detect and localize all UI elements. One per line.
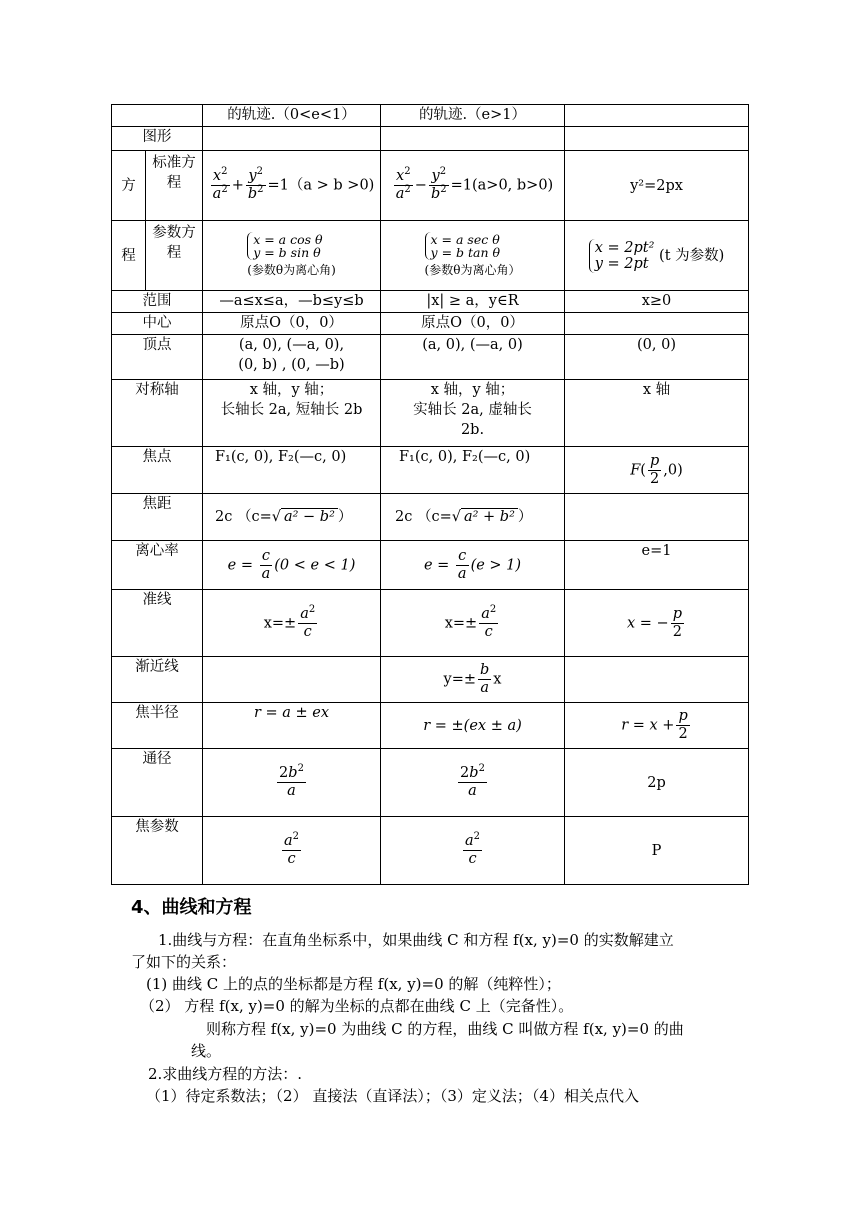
row-label-standard-equation: 标准方程	[146, 151, 203, 221]
conic-properties-table	[111, 104, 749, 885]
table-row	[112, 221, 749, 291]
definition-ellipse: 的轨迹.（0<e<1）	[203, 105, 381, 127]
focus-parabola: F( $\frac{p}{2}$ ,0)	[565, 447, 749, 494]
row-label-vertex: 顶点	[112, 335, 203, 380]
row-label-axis: 对称轴	[112, 380, 203, 447]
paragraph-methods-title: 2.求曲线方程的方法：.	[148, 1065, 303, 1083]
table-row: 顶点 (a, 0), (—a, 0), (0, b) , (0, —b) (a, 0), (—a, 0) (0, 0)	[112, 335, 749, 380]
paragraph-methods-list: （1）待定系数法；（2） 直接法（直译法）；（3）定义法；（4）相关点代入	[146, 1087, 639, 1105]
table-row: 对称轴 x 轴，y 轴； 长轴长 2a, 短轴长 2b x 轴，y 轴； 实轴长 2a, 虚轴长 2b. x 轴	[112, 380, 749, 447]
row-label-center: 中心	[112, 313, 203, 335]
row-label-focal-parameter: 焦参数	[112, 817, 203, 885]
table-row: 焦参数 $\frac{a^2}{c}$ $\frac{a^2}{c}$ P	[112, 817, 749, 885]
std-eq-parabola: y²=2px	[565, 151, 749, 221]
table-row: 渐近线 y=± $\frac{b}{a}$ x	[112, 657, 749, 703]
definition-hyperbola: 的轨迹.（e>1）	[381, 105, 565, 127]
list-item-completeness: （2） 方程 f(x, y)=0 的解为坐标的点都在曲线 C 上（完备性）。	[140, 997, 574, 1015]
table-row: 准线 x=± $\frac{a^2}{c}$ x=± $\frac{a^2}{c}$ x = − $\frac{p}{2}$	[112, 590, 749, 657]
table-row	[112, 127, 749, 151]
row-label-asymptote: 渐近线	[112, 657, 203, 703]
table-row: 通径 $\frac{2b^2}{a}$ $\frac{2b^2}{a}$ 2p	[112, 749, 749, 817]
table-row	[112, 105, 749, 127]
row-label-focal-distance: 焦距	[112, 494, 203, 541]
table-row: 范围 —a≤x≤a，—b≤y≤b |x| ≥ a，y∈R x≥0	[112, 291, 749, 313]
paragraph-conclusion-line1: 则称方程 f(x, y)=0 为曲线 C 的方程，曲线 C 叫做方程 f(x, y)=0 的曲	[206, 1020, 684, 1038]
table-row: 焦距 2c （c=√ a² − b² ） 2c （c=√ a² + b² ）	[112, 494, 749, 541]
row-label-eccentricity: 离心率	[112, 541, 203, 590]
paragraph-conclusion-line2: 线。	[191, 1042, 222, 1060]
std-eq-hyperbola: $\frac{x^2}{a^2}$ − $\frac{y^2}{b^2}$ =1(a>0, b>0)	[381, 151, 565, 221]
param-eq-parabola: x = 2pt² y = 2pt (t 为参数)	[565, 221, 749, 291]
row-label-latus-rectum: 通径	[112, 749, 203, 817]
row-label-directrix: 准线	[112, 590, 203, 657]
table-row	[112, 151, 749, 221]
row-group-equation-1: 方	[112, 151, 146, 221]
section-heading: 4、曲线和方程	[131, 897, 252, 918]
row-label-parametric-equation: 参数方程	[146, 221, 203, 291]
std-eq-ellipse: $\frac{x^2}{a^2}$ + $\frac{y^2}{b^2}$ =1（a > b >0)	[203, 151, 381, 221]
row-group-equation-2: 程	[112, 221, 146, 291]
row-label-range: 范围	[112, 291, 203, 313]
table-row: 焦半径 r = a ± ex r = ±(ex ± a) r = x + $\frac{p}{2}$	[112, 703, 749, 749]
paragraph-definition-line1: 1.曲线与方程：在直角坐标系中，如果曲线 C 和方程 f(x, y)=0 的实数解建立	[158, 931, 674, 949]
list-item-purity: (1) 曲线 C 上的点的坐标都是方程 f(x, y)=0 的解（纯粹性）；	[146, 975, 561, 993]
param-eq-hyperbola: x = a sec θ y = b tan θ (参数θ为离心角）	[381, 221, 565, 291]
table-row: 中心 原点O（0，0） 原点O（0，0）	[112, 313, 749, 335]
row-label-focus: 焦点	[112, 447, 203, 494]
row-label-focal-radius: 焦半径	[112, 703, 203, 749]
param-eq-ellipse: x = a cos θ y = b sin θ (参数θ为离心角)	[203, 221, 381, 291]
table-row: 离心率 e = $\frac{c}{a}$ (0 < e < 1) e = $\frac{c}{a}$ (e > 1) e=1	[112, 541, 749, 590]
paragraph-definition-line2: 了如下的关系：	[131, 953, 237, 971]
table-row: 焦点 F₁(c, 0), F₂(—c, 0) F₁(c, 0), F₂(—c, 0) F( $\frac{p}{2}$ ,0)	[112, 447, 749, 494]
row-label-graph: 图形	[112, 127, 203, 151]
